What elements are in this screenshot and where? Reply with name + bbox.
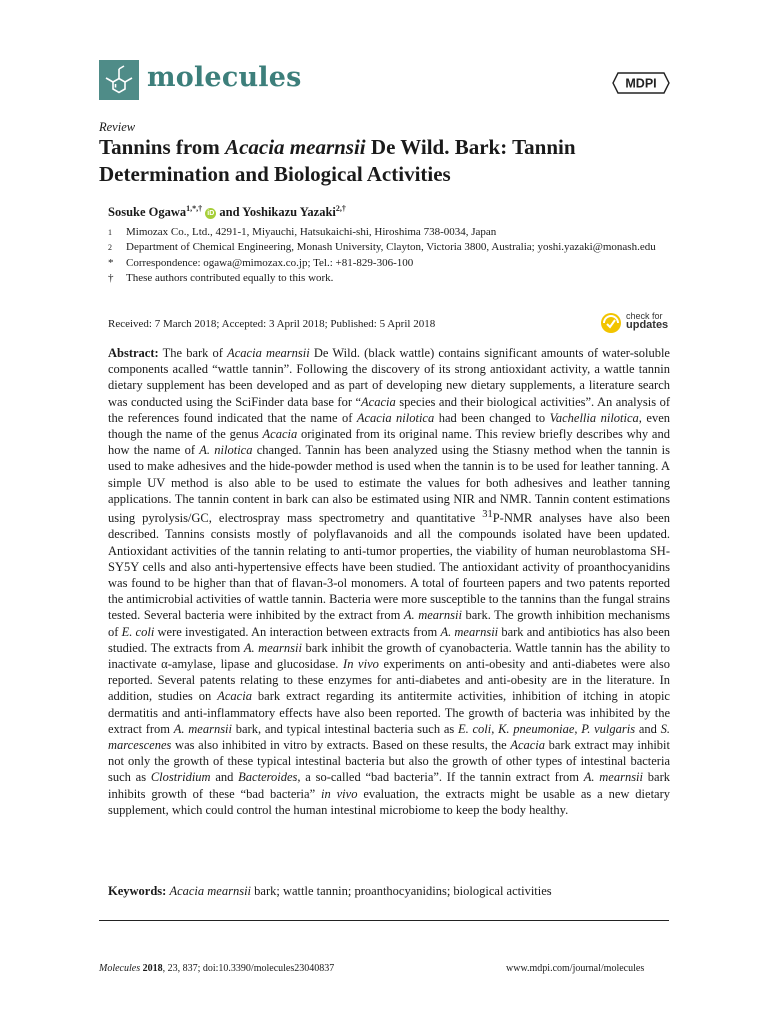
check-for-updates-button[interactable]: check for updates [600, 310, 672, 334]
author-name: Yoshikazu Yazaki [242, 205, 336, 220]
correspondence: * Correspondence: ogawa@mimozax.co.jp; Tel.: +81-829-306-100 [108, 256, 414, 269]
keywords: Keywords: Acacia mearnsii bark; wattle tannin; proanthocyanidins; biological activities [108, 884, 552, 898]
author-list: Sosuke Ogawa$^{1,*,\dagger}$ iD and Yoshikazu Yazaki$^{2,\dagger}$ [108, 204, 346, 220]
affiliation-item: 2 Department of Chemical Engineering, Monash University, Clayton, Victoria 3800, Australia; yoshi.yazaki@monash.edu [108, 241, 656, 254]
journal-url-link[interactable]: www.mdpi.com/journal/molecules [506, 963, 645, 974]
publisher-logo [612, 70, 670, 101]
affiliation-item: 1 Mimozax Co., Ltd., 4291-1, Miyauchi, Hatsukaichi-shi, Hiroshima 738-0034, Japan [108, 226, 497, 238]
abstract: Abstract: The bark of Acacia mearnsii De Wild. (black wattle) contains significant amounts of water-soluble components acalled “wattle tannin”. Following the discovery of its strong antioxidant activity, a wattle tannin dietary supplement has been developed and as part of developing new dietary supplements, a literature search was conducted using the SciFinder data base for “Acacia species and their biological activities”. An analysis of the references found indicated that the name of Acacia nilotica had been changed to Vachellia nilotica, even though the name of the genus Acacia originated from its original name. This review briefly describes why and how the name of A. nilotica changed. Tannin has been analyzed using the Stiasny method when the tannin is used to make adhesives and the hide-powder method is used when the tannin is to be used for leather tanning. A simple UV method is also able to be used to estimate the values for both adhesives and leather tanning applications. The tannin content in bark can also be estimated using NIR and NMR. Tannin content estimations using pyrolysis/GC, electrospray mass spectrometry and quantitative $^{31}$P-NMR analyses have also been described. Tannins consists mostly of polyflavanoids and all the compounds isolated have been updated. Antioxidant activities of the tannin relating to anti-tumor properties, the viability of human neuroblastoma SH-SY5Y cells and also anti-hypertensive effects have been studied. The antioxidant activity of proanthocyanidins was found to be higher than that of flavan-3-ol monomers. A total of fourteen papers and two patents reported the antimicrobial activities of wattle tannin. Bacteria were more susceptible to the tannins than the fungal strains tested. Several bacteria were inhibited by the extract from A. mearnsii bark. The growth inhibition mechanisms of E. coli were investigated. An interaction between extracts from A. mearnsii bark and antibiotics has also been studied. The extracts from A. mearnsii bark inhibit the growth of cyanobacteria. Wattle tannin has the ability to inactivate α-amylase, lipase and glucosidase. In vivo experiments on anti-obesity and anti-diabetes were also reported. Several patents relating to these enzymes for anti-diabetes and anti-obesity are in the literature. In addition, studies on Acacia bark extract regarding its antitermite activities, inhibition of itching in atopic dermatitis and anti-inflammatory effects have also been reported. The growth of bacteria was inhibited by the extract from A. mearnsii bark, and typical intestinal bacteria such as E. coli, K. pneumoniae, P. vulgaris and S. marcescenes was also inhibited in vitro by extracts. Based on these results, the Acacia bark extract may inhibit not only the growth of these typical intestinal bacteria but also the growth of other types of intestinal bacteria such as Clostridium and Bacteroides, a so-called “bad bacteria”. If the tannin extract from A. mearnsii bark inhibits growth of these “bad bacteria” in vivo evaluation, the extracts might be usable as a new dietary supplement, which could control the human intestinal microbiome to keep the body healthy. [108, 346, 671, 817]
article-type: Review [99, 120, 136, 134]
orcid-icon[interactable]: iD [207, 210, 215, 218]
footer-divider [99, 920, 669, 921]
citation-footer: Molecules 2018, 23, 837; doi:10.3390/molecules23040837 [99, 963, 335, 974]
equal-contribution-note: † These authors contributed equally to this work. [108, 272, 334, 285]
author-name: Sosuke Ogawa [108, 205, 187, 220]
article-title: Tannins from Acacia mearnsii De Wild. Bark: Tannin Determination and Biological Activities [99, 135, 576, 186]
molecule-structure-icon [99, 60, 139, 100]
publisher-name: MDPI [625, 76, 657, 91]
affiliations [108, 225, 668, 287]
journal-logo [99, 60, 139, 100]
check-updates-icon [600, 312, 622, 334]
publication-dates: Received: 7 March 2018; Accepted: 3 April 2018; Published: 5 April 2018 [108, 318, 436, 330]
journal-name: molecules [147, 62, 302, 93]
